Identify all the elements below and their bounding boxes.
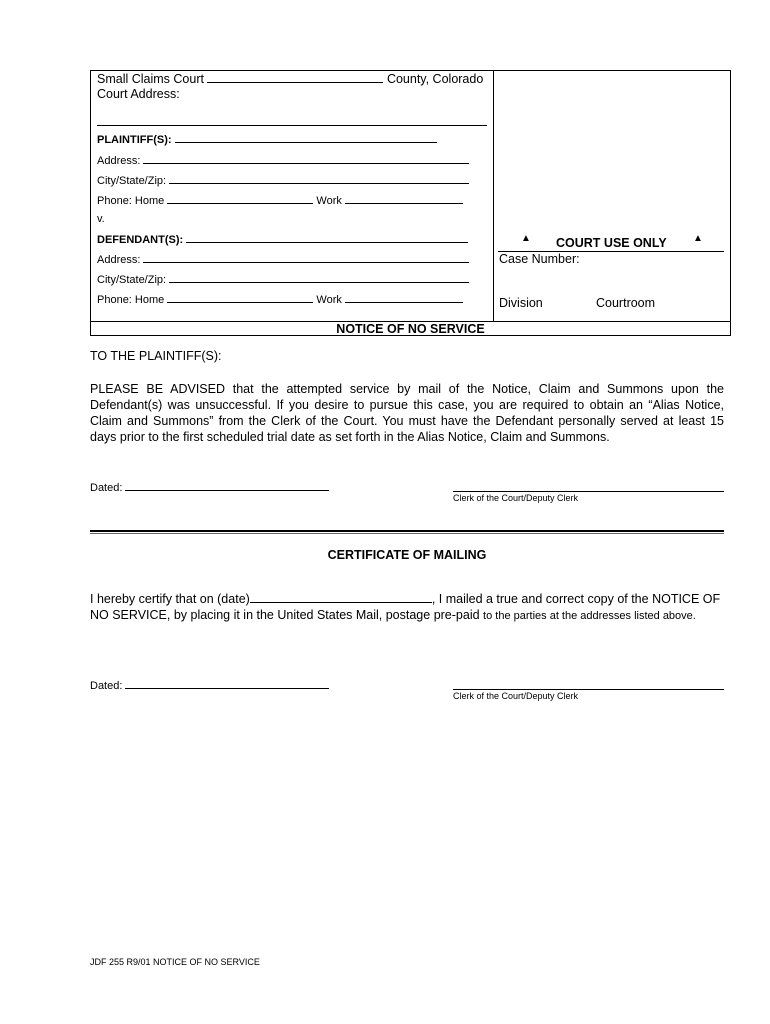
certificate-dated-line — [90, 678, 329, 693]
dated-label: Dated: — [90, 482, 123, 494]
defendant-phone-line — [97, 292, 463, 307]
certificate-date-blank[interactable] — [250, 592, 432, 603]
phone-home-label: Phone: Home — [97, 195, 165, 207]
clerk-signature-line[interactable] — [453, 491, 724, 492]
plaintiff-work-phone-blank[interactable] — [345, 193, 463, 204]
defendant-city-blank[interactable] — [169, 272, 469, 283]
city-label: City/State/Zip: — [97, 175, 167, 187]
plaintiff-blank[interactable] — [175, 132, 437, 143]
clerk-signature-label: Clerk of the Court/Deputy Clerk — [453, 493, 579, 503]
phone-work-label: Work — [316, 294, 342, 306]
certificate-title: CERTIFICATE OF MAILING — [327, 548, 487, 562]
up-arrow-icon: ▲ — [693, 233, 703, 244]
address-label: Address: — [97, 155, 141, 167]
plaintiff-line — [97, 132, 437, 147]
defendant-address-blank[interactable] — [143, 252, 469, 263]
plaintiff-address-blank[interactable] — [143, 153, 469, 164]
certificate-text-2: , I mailed a true and correct copy of the NOTICE OF NO SERVICE, by placing it in the United States Mail, postage pre-paid — [90, 592, 721, 622]
plaintiff-address-line — [97, 153, 469, 168]
form-footer: JDF 255 R9/01 NOTICE OF NO SERVICE — [90, 957, 260, 967]
court-address-blank[interactable] — [97, 125, 487, 126]
court-use-only-label: COURT USE ONLY — [556, 236, 667, 250]
defendant-work-phone-blank[interactable] — [345, 292, 463, 303]
defendant-city-line — [97, 272, 469, 287]
court-line — [97, 72, 483, 87]
certificate-clerk-signature-line[interactable] — [453, 689, 724, 690]
case-number-label: Case Number: — [499, 252, 580, 266]
defendant-blank[interactable] — [186, 232, 468, 243]
section-divider — [90, 530, 724, 532]
court-suffix: County, Colorado — [386, 72, 484, 86]
certificate-text-3: to the parties at the addresses listed above. — [483, 610, 696, 622]
phone-work-label: Work — [316, 195, 342, 207]
dated-line — [90, 480, 329, 495]
plaintiff-phone-line — [97, 193, 463, 208]
city-label: City/State/Zip: — [97, 274, 167, 286]
section-divider-shadow — [90, 533, 724, 534]
caption-vertical-divider — [493, 71, 494, 322]
defendant-label: DEFENDANT(S): — [97, 234, 184, 246]
certificate-text-1: I hereby certify that on (date) — [90, 592, 250, 606]
court-address-label: Court Address: — [97, 87, 180, 101]
phone-home-label: Phone: Home — [97, 294, 165, 306]
plaintiff-city-blank[interactable] — [169, 173, 469, 184]
division-label: Division — [499, 296, 543, 310]
plaintiff-label: PLAINTIFF(S): — [97, 134, 172, 146]
plaintiff-home-phone-blank[interactable] — [167, 193, 313, 204]
defendant-home-phone-blank[interactable] — [167, 292, 313, 303]
salutation: TO THE PLAINTIFF(S): — [90, 349, 222, 363]
certificate-paragraph — [90, 591, 724, 624]
notice-title: NOTICE OF NO SERVICE — [336, 322, 485, 336]
defendant-line — [97, 232, 468, 247]
county-blank[interactable] — [207, 72, 383, 83]
court-prefix: Small Claims Court — [97, 72, 204, 86]
case-caption-box — [90, 70, 731, 336]
up-arrow-icon: ▲ — [521, 233, 531, 244]
versus-label: v. — [97, 213, 105, 225]
certificate-clerk-signature-label: Clerk of the Court/Deputy Clerk — [453, 691, 579, 701]
certificate-dated-label: Dated: — [90, 680, 123, 692]
advised-paragraph: PLEASE BE ADVISED that the attempted service by mail of the Notice, Claim and Summons upon the Defendant(s) was unsuccessful. If you desire to pursue this case, you are required to obtain an “Alias Notice, Claim and Summons” from the Clerk of the Court. You must have the Defendant personally served at least 15 days prior to the first scheduled trial date as set forth in the Alias Notice, Claim and Summons. — [90, 382, 724, 444]
dated-blank[interactable] — [125, 480, 329, 491]
address-label: Address: — [97, 254, 141, 266]
certificate-dated-blank[interactable] — [125, 678, 329, 689]
defendant-address-line — [97, 252, 469, 267]
plaintiff-city-line — [97, 173, 469, 188]
courtroom-label: Courtroom — [596, 296, 656, 310]
